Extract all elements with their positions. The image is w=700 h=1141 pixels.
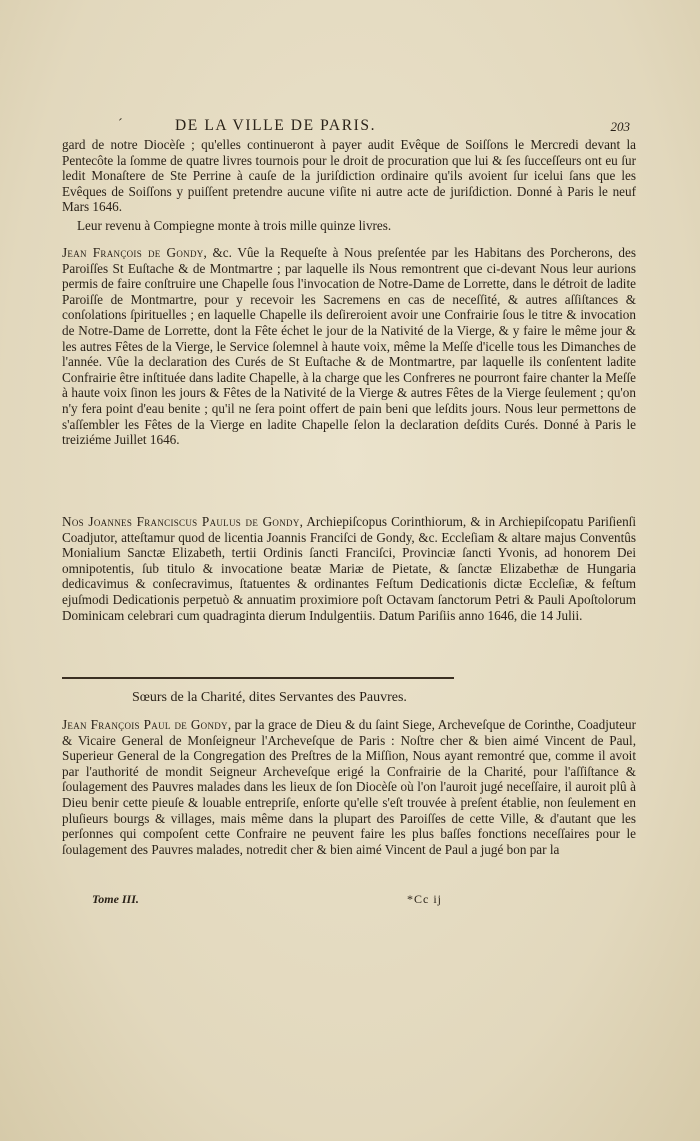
paragraph-text: gard de notre Diocèſe ; qu'elles continueront à payer audit Evêque de Soiſſons le Mercredi devant la Pentecôte la ſomme de quatre livres tournois pour le droit de procuration que lui & ſes ſucceſſeurs ont eu ſur ledit Monaſtere de Ste Perrine à cauſe de la juriſdiction ordinaire qu'ils avoient ſur icelui ſans que les Evêques de Soiſſons y puiſſent pretendre aucune viſite ni autre acte de juriſdiction. Donné à Paris le neuf Mars 1646. [62,137,636,215]
paragraph-confrairie-lorrette [62,245,636,448]
author-name: Jean François Paul de Gondy [62,717,228,732]
paragraph-lettres-continuation [62,137,636,215]
revenue-note: Leur revenu à Compiegne monte à trois mille quinze livres. [77,218,392,233]
paragraph-text: , &c. Vûe la Requeſte à Nous preſentée par les Habitans des Porcherons, des Paroiſſes St Euſtache & de Montmartre ; par laquelle ils Nous remontrent que ci-devant Nous leur aurions permis de faire conſtruire une Chapelle ſous l'invocation de Notre-Dame de Lorrette, dans le détroit de ladite Paroiſſe de Montmartre, pour y recevoir les Sacremens en cas de neceſſité, & autres aſſiſtances & conſolations ſpirituelles ; en laquelle Chapelle ils deſireroient avoir une Confrairie ſous le titre & invocation de Notre-Dame de Lorrette, dont la Fête échet le jour de la Nativité de la Vierge, & y faire le même jour & les autres Fêtes de la Vierge, le Service ſolemnel à haute voix, même la Meſſe d'icelle tous les Dimanches de l'année. Vûe la declaration des Curés de St Euſtache & de Montmartre, par laquelle ils conſentent ladite Confrairie être inſtituée dans ladite Chapelle, à la charge que les Confreres ne pourront faire chanter la Meſſe à haute voix ſinon les jours & Fêtes de la Nativité de la Vierge & autres Fêtes de la Vierge ſeulement ; qu'on n'y fera point d'eau benite ; qu'il ne ſera point offert de pain beni que leſdits jours. Nous leur permettons de s'aſſembler les Fêtes de la Vierge en ladite Chapelle ſelon la declaration deſdits Curés. Donné à Paris le treiziéme Juillet 1646. [62,245,636,448]
header-mark: ´ [118,117,123,132]
author-name: Nos Joannes Franciscus Paulus de Gondy [62,514,300,529]
paragraph-text: , par la grace de Dieu & du ſaint Siege, Archeveſque de Corinthe, Coadjuteur & Vicaire General de Monſeigneur l'Archeveſque de Paris : Noſtre cher & bien aimé Vincent de Paul, Superieur General de la Congregation des Preſtres de la Miſſion, Nous ayant remontré que, comme il avoit par l'authorité de mondit Seigneur Archeveſque erigé la Confrairie de la Charité, pour l'aſſiſtance & ſoulagement des Pauvres malades dans les lieux de ſon Diocèſe où l'on l'auroit jugé neceſſaire, il auroit plû à Dieu benir cette pieuſe & louable entrepriſe, enſorte qu'elle s'eſt trouvée à preſent établie, non ſeulement en pluſieurs bourgs & villages, mais même dans la plupart des Paroiſſes de cette Ville, & d'autant que les perſonnes qui compoſent cette Confraire ne peuvent faire les plus baſſes fonctions neceſſaires pour le ſoulagement des Pauvres malades, notredit cher & bien aimé Vincent de Paul a jugé bon par la [62,717,637,857]
section-divider [62,677,454,679]
page-footer [62,892,482,908]
running-title: DE LA VILLE DE PARIS. [175,117,377,134]
page-header [110,117,630,137]
author-name: Jean François de Gondy [62,245,204,260]
paragraph-dedication-latin [62,514,636,623]
paragraph-text: , Archiepiſcopus Corinthiorum, & in Archiepiſcopatu Pariſienſi Coadjutor, atteſtamur quod de licentia Joannis Franciſci de Gondy, &c. Eccleſiam & altare majus Conventûs Monialium Sanctæ Elizabeth, tertii Ordinis ſancti Franciſci, Provinciæ ſancti Yvonis, ad honorem Dei omnipotentis, ſub titulo & invocatione beatæ Mariæ de Pietate, & ſanctæ Elizabethæ de Hungaria dedicavimus & conſecravimus, ſtatuentes & ordinantes Feſtum Dedicationis dictæ Eccleſiæ, & feſtum ejuſmodi Dedicationis perpetuò & annuatim proximiore poſt Octavam ſanctorum Petri & Pauli Apoſtolorum Dominicam celebrari cum quadraginta dierum Indulgentiis. Datum Pariſiis anno 1646, die 14 Julii. [62,514,636,623]
section-title: Sœurs de la Charité, dites Servantes des Pauvres. [132,690,407,705]
paragraph-soeurs-charite [62,717,636,857]
page-number: 203 [610,119,630,134]
signature-mark: *Cc ij [407,892,442,906]
volume-label: Tome III. [92,892,139,906]
